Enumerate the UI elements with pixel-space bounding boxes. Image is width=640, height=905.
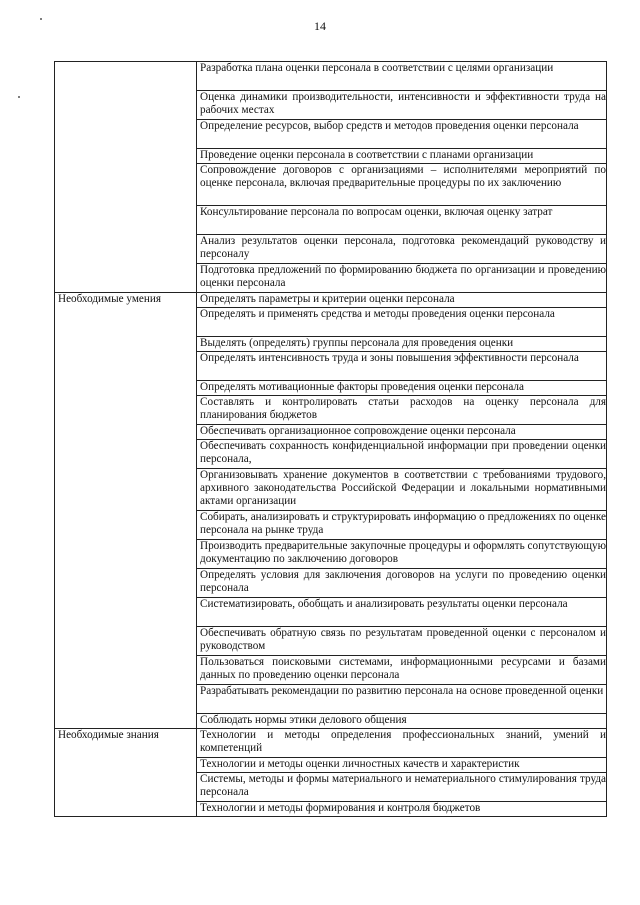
skill-item: Обеспечивать организационное сопровождение оценки персонала [197, 425, 607, 440]
skill-item: Обеспечивать обратную связь по результатам проведенной оценки с персоналом и руководством [197, 627, 607, 656]
skill-item: Соблюдать нормы этики делового общения [197, 714, 607, 729]
row-label-required-knowledge: Необходимые знания [55, 729, 197, 817]
skill-item: Составлять и контролировать статьи расходов на оценку персонала для планирования бюджетов [197, 396, 607, 425]
labor-action-item: Анализ результатов оценки персонала, подготовка рекомендаций руководству и персоналу [197, 235, 607, 264]
row-label-required-skills: Необходимые умения [55, 293, 197, 729]
skill-item: Определять интенсивность труда и зоны повышения эффективности персонала [197, 352, 607, 381]
table-row [55, 62, 607, 91]
knowledge-item: Технологии и методы формирования и контроля бюджетов [197, 802, 607, 817]
skill-item: Организовывать хранение документов в соответствии с требованиями трудового, архивного законодательства Российской Федерации и локальными нормативными актами организации [197, 469, 607, 511]
skill-item: Обеспечивать сохранность конфиденциальной информации при проведении оценки персонала, [197, 440, 607, 469]
labor-action-item: Сопровождение договоров с организациями – исполнителями мероприятий по оценке персонала, включая предварительные процедуры по их заключению [197, 164, 607, 206]
skill-item: Пользоваться поисковыми системами, информационными ресурсами и базами данных по проведению оценки персонала [197, 656, 607, 685]
scan-mark [18, 96, 20, 98]
skill-item: Собирать, анализировать и структурировать информацию о предложениях по оценке персонала на рынке труда [197, 511, 607, 540]
knowledge-item: Системы, методы и формы материального и нематериального стимулирования труда персонала [197, 773, 607, 802]
labor-action-item: Консультирование персонала по вопросам оценки, включая оценку затрат [197, 206, 607, 235]
skill-item: Разрабатывать рекомендации по развитию персонала на основе проведенной оценки [197, 685, 607, 714]
skill-item: Определять и применять средства и методы проведения оценки персонала [197, 308, 607, 337]
table-row [55, 293, 607, 308]
table-row [55, 729, 607, 758]
requirements-table [54, 61, 607, 817]
skill-item: Систематизировать, обобщать и анализировать результаты оценки персонала [197, 598, 607, 627]
scan-mark [40, 18, 42, 20]
row-label-cell [55, 62, 197, 293]
labor-action-item: Разработка плана оценки персонала в соответствии с целями организации [197, 62, 607, 91]
labor-action-item: Определение ресурсов, выбор средств и методов проведения оценки персонала [197, 120, 607, 149]
skill-item: Определять мотивационные факторы проведения оценки персонала [197, 381, 607, 396]
knowledge-item: Технологии и методы определения профессиональных знаний, умений и компетенций [197, 729, 607, 758]
knowledge-item: Технологии и методы оценки личностных качеств и характеристик [197, 758, 607, 773]
skill-item: Определять параметры и критерии оценки персонала [197, 293, 607, 308]
labor-action-item: Проведение оценки персонала в соответствии с планами организации [197, 149, 607, 164]
skill-item: Выделять (определять) группы персонала для проведения оценки [197, 337, 607, 352]
labor-action-item: Подготовка предложений по формированию бюджета по организации и проведению оценки персонала [197, 264, 607, 293]
skill-item: Определять условия для заключения договоров на услуги по проведению оценки персонала [197, 569, 607, 598]
labor-action-item: Оценка динамики производительности, интенсивности и эффективности труда на рабочих местах [197, 91, 607, 120]
page-number: 14 [314, 19, 326, 33]
skill-item: Производить предварительные закупочные процедуры и оформлять сопутствующую документацию по заключению договоров [197, 540, 607, 569]
